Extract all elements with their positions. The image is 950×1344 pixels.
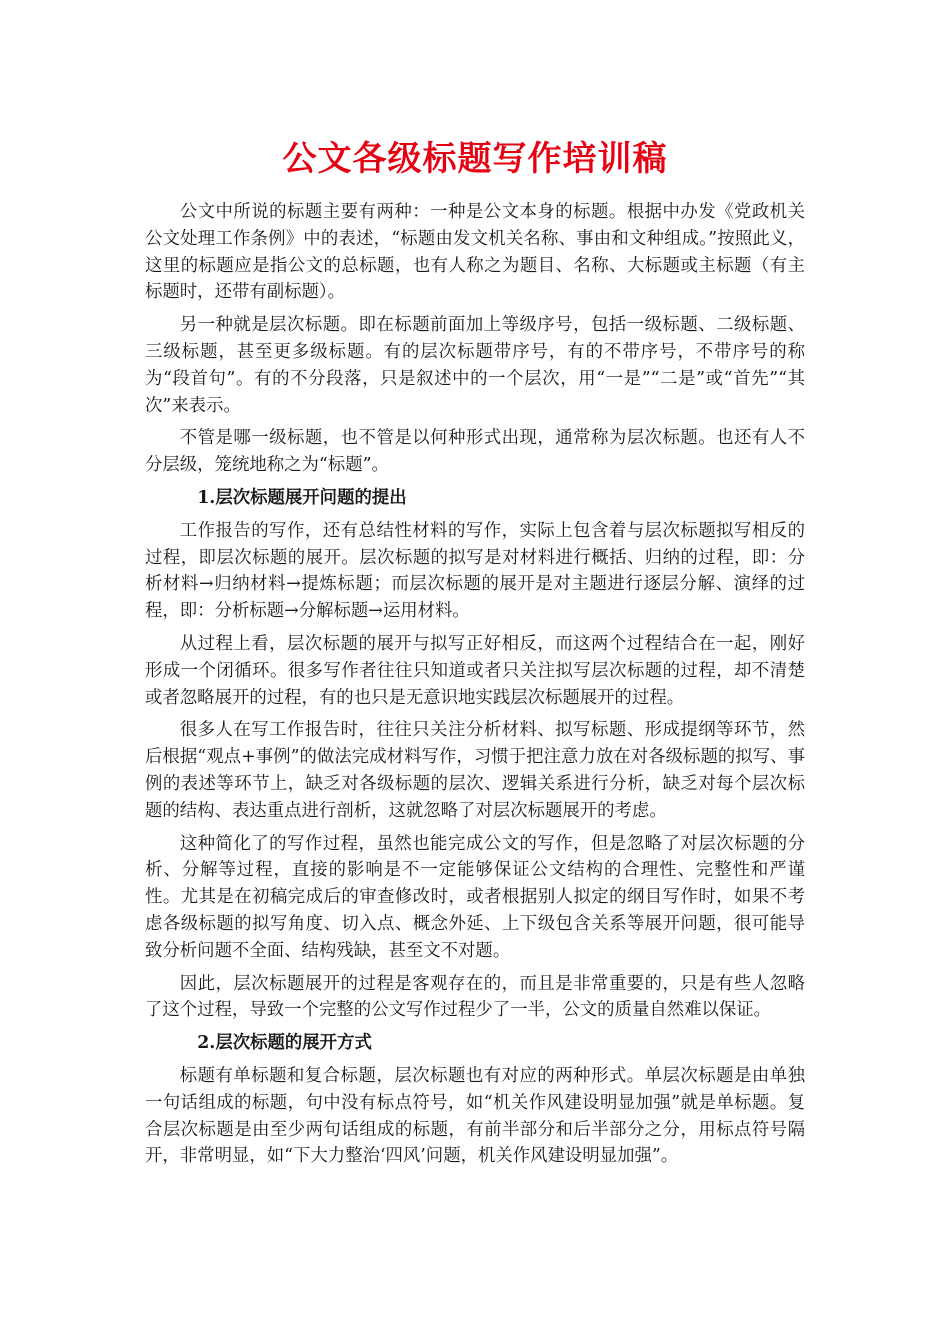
- section-1-paragraph-4: 这种简化了的写作过程，虽然也能完成公文的写作，但是忽略了对层次标题的分析、分解等过程，直接的影响是不一定能够保证公文结构的合理性、完整性和严谨性。尤其是在初稿完成后的审查修改时，或者根据别人拟定的纲目写作时，如果不考虑各级标题的拟写角度、切入点、概念外延、上下级包含关系等展开问题，很可能导致分析问题不全面、结构残缺，甚至文不对题。: [145, 833, 805, 961]
- intro-paragraph-3: 不管是哪一级标题，也不管是以何种形式出现，通常称为层次标题。也还有人不分层级，笼统地称之为“标题”。: [145, 428, 805, 476]
- section-1-paragraph-5: 因此，层次标题展开的过程是客观存在的，而且是非常重要的，只是有些人忽略了这个过程，导致一个完整的公文写作过程少了一半，公文的质量自然难以保证。: [145, 973, 805, 1021]
- section-1-paragraph-2: 从过程上看，层次标题的展开与拟写正好相反，而这两个过程结合在一起，刚好形成一个闭循环。很多写作者往往只知道或者只关注拟写层次标题的过程，却不清楚或者忽略展开的过程，有的也只是无意识地实践层次标题展开的过程。: [145, 633, 805, 708]
- section-2-paragraph-1: 标题有单标题和复合标题，层次标题也有对应的两种形式。单层次标题是由单独一句话组成的标题，句中没有标点符号，如“机关作风建设明显加强”就是单标题。复合层次标题是由至少两句话组成的标题，有前半部分和后半部分之分，用标点符号隔开，非常明显，如“下大力整治‘四风’问题，机关作风建设明显加强”。: [145, 1065, 805, 1167]
- intro-paragraph-2: 另一种就是层次标题。即在标题前面加上等级序号，包括一级标题、二级标题、三级标题，甚至更多级标题。有的层次标题带序号，有的不带序号，不带序号的称为“段首句”。有的不分段落，只是叙述中的一个层次，用“一是”“二是”或“首先”“其次”来表示。: [145, 315, 805, 416]
- section-1-heading: 1.层次标题展开问题的提出: [197, 487, 407, 508]
- intro-paragraph-1: 公文中所说的标题主要有两种：一种是公文本身的标题。根据中办发《党政机关公文处理工作条例》中的表述，“标题由发文机关名称、事由和文种组成。”按照此义，这里的标题应是指公文的总标题，也有人称之为题目、名称、大标题或主标题（有主标题时，还带有副标题）。: [145, 202, 805, 303]
- document-body: [145, 133, 805, 1176]
- section-2-heading: 2.层次标题的展开方式: [197, 1033, 372, 1054]
- section-1-paragraph-1: 工作报告的写作，还有总结性材料的写作，实际上包含着与层次标题拟写相反的过程，即层次标题的展开。层次标题的拟写是对材料进行概括、归纳的过程，即：分析材料→归纳材料→提炼标题；而层次标题的展开是对主题进行逐层分解、演绎的过程，即：分析标题→分解标题→运用材料。: [145, 520, 805, 622]
- section-1-paragraph-3: 很多人在写工作报告时，往往只关注分析材料、拟写标题、形成提纲等环节，然后根据“观点+事例”的做法完成材料写作，习惯于把注意力放在对各级标题的拟写、事例的表述等环节上，缺乏对各级标题的层次、逻辑关系进行分析，缺乏对每个层次标题的结构、表达重点进行剖析，这就忽略了对层次标题展开的考虑。: [145, 720, 805, 821]
- document-title: 公文各级标题写作培训稿: [282, 139, 668, 179]
